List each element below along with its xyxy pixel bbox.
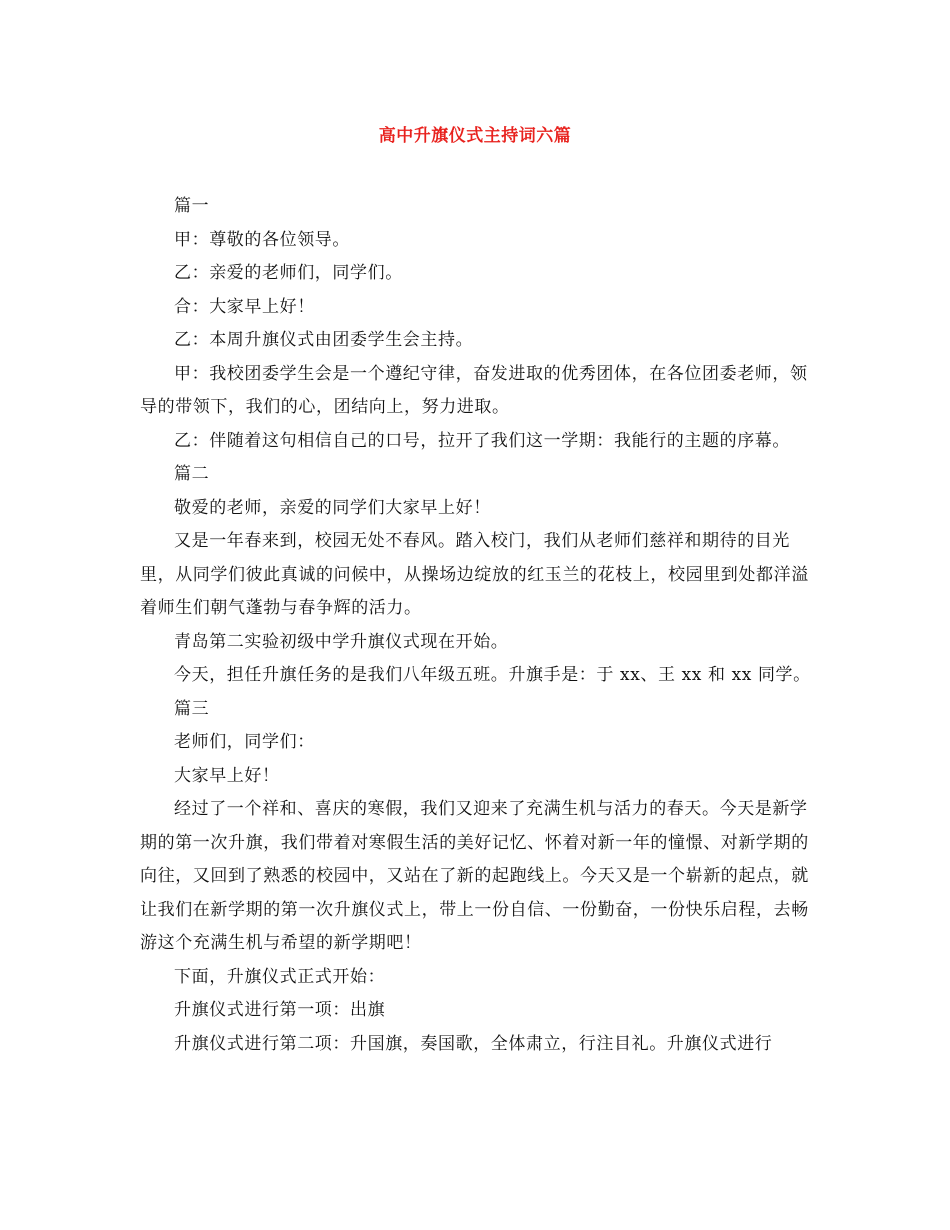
paragraph: 敬爱的老师，亲爱的同学们大家早上好！ [174, 497, 491, 518]
section-heading: 篇二 [174, 464, 210, 484]
paragraph: 今天，担任升旗任务的是我们八年级五班。升旗手是：于 xx、王 xx 和 xx 同学。 [174, 665, 811, 685]
paragraph: 升旗仪式进行第二项：升国旗，奏国歌，全体肃立，行注目礼。升旗仪式进行 [174, 1033, 773, 1054]
paragraph: 青岛第二实验初级中学升旗仪式现在开始。 [174, 631, 509, 652]
paragraph: 甲：我校团委学生会是一个遵纪守律，奋发进取的优秀团体，在各位团委老师，领导的带领下，我们的心，团结向上，努力进取。 [140, 363, 808, 417]
paragraph: 乙：本周升旗仪式由团委学生会主持。 [174, 330, 474, 350]
paragraph: 升旗仪式进行第一项：出旗 [174, 1000, 386, 1020]
paragraph: 大家早上好！ [174, 765, 280, 786]
paragraph: 合：大家早上好！ [174, 296, 315, 317]
paragraph: 甲：尊敬的各位领导。 [174, 229, 350, 250]
paragraph: 经过了一个祥和、喜庆的寒假，我们又迎来了充满生机与活力的春天。今天是新学期的第一次升旗，我们带着对寒假生活的美好记忆、怀着对新一年的憧憬、对新学期的向往，又回到了熟悉的校园中，又站在了新的起跑线上。今天又是一个崭新的起点，就让我们在新学期的第一次升旗仪式上，带上一份自信、一份勤奋，一份快乐启程，去畅游这个充满生机与希望的新学期吧！ [140, 799, 809, 953]
document-body [140, 190, 820, 1061]
section-heading: 篇三 [174, 698, 210, 719]
paragraph: 又是一年春来到，校园无处不春风。踏入校门，我们从老师们慈祥和期待的目光里，从同学们彼此真诚的问候中，从操场边绽放的红玉兰的花枝上，校园里到处都洋溢着师生们朝气蓬勃与春争辉的活力。 [140, 531, 809, 618]
paragraph: 下面，升旗仪式正式开始： [174, 966, 386, 987]
section-heading: 篇一 [174, 196, 210, 216]
paragraph: 乙：亲爱的老师们，同学们。 [174, 263, 403, 283]
document-title: 高中升旗仪式主持词六篇 [378, 126, 572, 146]
paragraph: 老师们，同学们： [174, 732, 315, 752]
paragraph: 乙：伴随着这句相信自己的口号，拉开了我们这一学期：我能行的主题的序幕。 [174, 430, 790, 451]
